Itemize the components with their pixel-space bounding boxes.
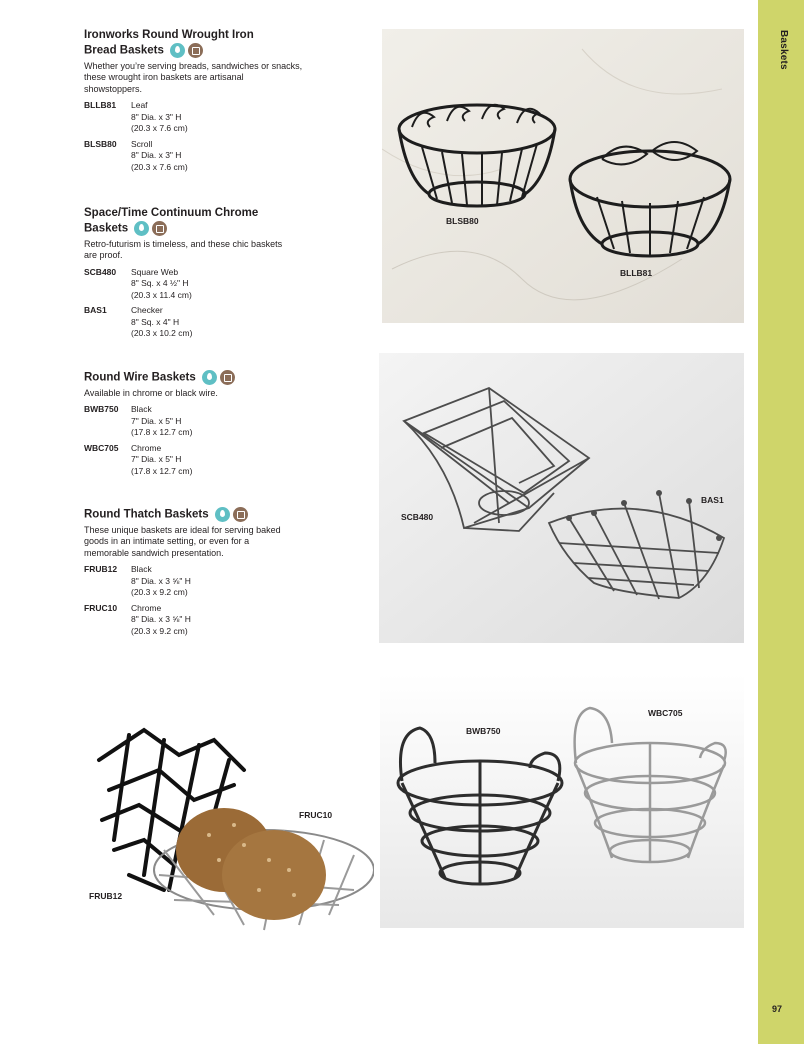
photo-label-blsb80: BLSB80 (446, 216, 479, 226)
product-item: FRUB12 Black 8" Dia. x 3 ⅝" H (20.3 x 9.2 cm) (84, 564, 191, 598)
sidebar-label: Baskets (778, 30, 789, 70)
section-description: Whether you’re serving breads, sandwiches or snacks, these wrought iron baskets are artisanal showstoppers. (84, 60, 303, 94)
page-number: 97 (772, 1004, 783, 1014)
photo-label-bllb81: BLLB81 (620, 268, 653, 278)
product-item: BLSB80 Scroll 8" Dia. x 3" H (20.3 x 7.6 cm) (84, 138, 188, 172)
product-item: WBC705 Chrome 7" Dia. x 5" H (17.8 x 12.7 cm) (84, 442, 193, 476)
photo-thatch-baskets (84, 700, 374, 960)
oven-icon (233, 507, 248, 522)
photo-label-frub12: FRUB12 (89, 891, 123, 901)
section-description: These unique baskets are ideal for serving baked goods in an intimate setting, or even for a memorable sandwich presentation. (84, 524, 281, 558)
photo-round-wire-baskets (380, 673, 744, 928)
product-item: BWB750 Black 7" Dia. x 5" H (17.8 x 12.7 cm) (84, 404, 193, 438)
product-item: BAS1 Checker 8" Sq. x 4" H (20.3 x 10.2 cm) (84, 305, 193, 339)
oven-icon (152, 221, 167, 236)
section-description: Retro-futurism is timeless, and these chic baskets are proof. (84, 238, 283, 261)
water-drop-icon (215, 507, 230, 522)
sku: BAS1 (84, 305, 107, 316)
photo-ironworks-baskets (382, 29, 744, 323)
water-drop-icon (134, 221, 149, 236)
photo-space-time-baskets (379, 353, 744, 643)
sku: FRUB12 (84, 564, 118, 575)
oven-icon (220, 370, 235, 385)
product-item: SCB480 Square Web 8" Sq. x 4 ½" H (20.3 x 11.4 cm) (84, 266, 192, 300)
sku: FRUC10 (84, 602, 118, 613)
photo-label-bas1: BAS1 (701, 495, 724, 505)
sku: BLLB81 (84, 100, 117, 111)
photo-label-bwb750: BWB750 (466, 726, 501, 736)
oven-icon (188, 43, 203, 58)
section-title: Space/Time Continuum Chrome Baskets (84, 207, 259, 235)
sku: BLSB80 (84, 138, 117, 149)
section-title: Round Wire Baskets (84, 370, 304, 386)
sku: BWB750 (84, 404, 119, 415)
product-item: BLLB81 Leaf 8" Dia. x 3" H (20.3 x 7.6 cm) (84, 100, 188, 134)
section-space-time (84, 206, 304, 344)
sku: WBC705 (84, 442, 119, 453)
section-ironworks (84, 28, 304, 177)
section-description: Available in chrome or black wire. (84, 387, 218, 398)
section-title: Ironworks Round Wrought Iron Bread Baskets (84, 29, 254, 57)
product-item: FRUC10 Chrome 8" Dia. x 3 ⅝" H (20.3 x 9.2 cm) (84, 602, 191, 636)
photo-label-wbc705: WBC705 (648, 708, 683, 718)
sku: SCB480 (84, 266, 117, 277)
section-sidebar (758, 0, 804, 1044)
section-round-wire (84, 370, 304, 481)
water-drop-icon (202, 370, 217, 385)
photo-label-scb480: SCB480 (401, 512, 434, 522)
water-drop-icon (170, 43, 185, 58)
section-round-thatch (84, 507, 304, 641)
photo-label-fruc10: FRUC10 (299, 810, 333, 820)
section-title: Round Thatch Baskets (84, 507, 304, 523)
